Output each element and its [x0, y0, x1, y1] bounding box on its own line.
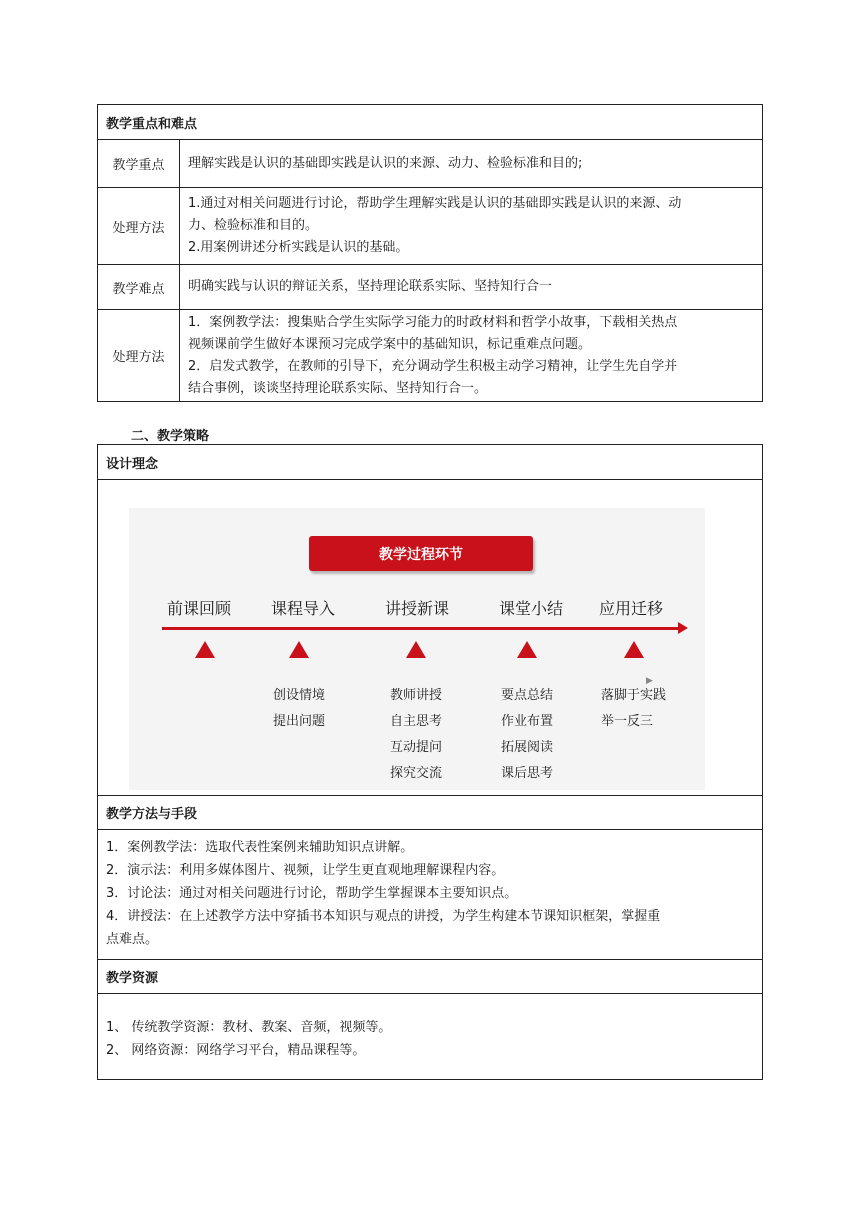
teaching-process-diagram: [129, 508, 705, 790]
stage-label: 课程导入: [271, 599, 336, 618]
table-row: [98, 264, 762, 309]
method-line: 1．案例教学法：选取代表性案例来辅助知识点讲解。: [106, 840, 414, 855]
timeline-arrow-head-icon: [678, 622, 688, 634]
row-text-line: 1.通过对相关问题进行讨论，帮助学生理解实践是认识的基础即实践是认识的来源、动: [188, 196, 682, 211]
row-text-line: 明确实践与认识的辩证关系，坚持理论联系实际、坚持知行合一: [188, 279, 553, 294]
stage-label: 应用迁移: [599, 599, 664, 618]
stage-item: 作业布置: [501, 714, 554, 729]
row-text-line: 2．启发式教学，在教师的引导下，充分调动学生积极主动学习精神，让学生先自学并: [188, 358, 678, 374]
row-text-line: 视频课前学生做好本课预习完成学案中的基础知识，标记重难点问题。: [188, 336, 592, 352]
stage-item: 拓展阅读: [501, 740, 554, 755]
stage-item: 教师讲授: [390, 688, 443, 703]
stage-label: 课堂小结: [499, 599, 564, 618]
stage-item: 自主思考: [390, 714, 443, 729]
triangle-marker-icon: [289, 641, 309, 658]
resource-line: 1、 传统教学资源：教材、教案、音频，视频等。: [106, 1020, 392, 1035]
resource-line: 2、 网络资源：网络学习平台，精品课程等。: [106, 1043, 366, 1058]
method-line: 2．演示法：利用多媒体图片、视频，让学生更直观地理解课程内容。: [106, 863, 505, 878]
stage-items: [501, 683, 553, 787]
row-content: [180, 140, 762, 187]
stage-item: 落脚于实践: [601, 688, 667, 703]
table-header-title: 教学重点和难点: [106, 116, 198, 132]
stage-items: [273, 683, 325, 735]
triangle-marker-icon: [195, 641, 215, 658]
stage-item: 互动提问: [390, 740, 443, 755]
stage-label: 前课回顾: [167, 599, 232, 618]
methods-list: [98, 830, 668, 959]
key-points-table: [97, 104, 763, 402]
section-heading: 二、教学策略: [131, 429, 210, 444]
mouse-cursor-icon: ▶: [646, 676, 653, 686]
resources-header: 教学资源: [106, 971, 159, 986]
row-label: 教学难点: [98, 265, 180, 309]
stage-label: 讲授新课: [385, 599, 450, 618]
triangle-marker-icon: [406, 641, 426, 658]
stage-item: 提出问题: [273, 714, 326, 729]
table-header-row: [98, 959, 762, 993]
design-concept-header: 设计理念: [106, 456, 159, 472]
stage-items: [601, 683, 666, 735]
table-header-row: [98, 795, 762, 829]
table-row: [98, 187, 762, 264]
table-row: [98, 309, 762, 401]
design-diagram-row: [98, 479, 762, 795]
resources-list: [98, 994, 399, 1079]
row-label: 处理方法: [98, 310, 180, 401]
timeline-arrow-line: [162, 627, 680, 630]
table-row: [98, 139, 762, 187]
row-content: [180, 265, 762, 309]
row-label: 处理方法: [98, 188, 180, 264]
row-text-line: 结合事例，谈谈坚持理论联系实际、坚持知行合一。: [188, 380, 488, 396]
stage-item: 要点总结: [501, 688, 554, 703]
method-line: 3．讨论法：通过对相关问题进行讨论，帮助学生掌握课本主要知识点。: [106, 886, 518, 901]
process-banner: 教学过程环节: [309, 536, 533, 571]
triangle-marker-icon: [517, 641, 537, 658]
stage-item: 探究交流: [390, 766, 443, 781]
stage-items: [390, 683, 442, 787]
strategy-table: [97, 444, 763, 1080]
resources-row: [98, 993, 762, 1079]
row-content: [180, 310, 762, 401]
methods-row: [98, 829, 762, 959]
row-text-line: 力、检验标准和目的。: [188, 218, 319, 233]
row-content: [180, 188, 762, 264]
method-line: 点难点。: [106, 932, 159, 947]
method-line: 4．讲授法：在上述教学方法中穿插书本知识与观点的讲授，为学生构建本节课知识框架，掌握重: [106, 909, 661, 924]
methods-header: 教学方法与手段: [106, 807, 198, 822]
row-text-line: 理解实践是认识的基础即实践是认识的来源、动力、检验标准和目的;: [188, 155, 583, 171]
row-text-line: 1．案例教学法：搜集贴合学生实际学习能力的时政材料和哲学小故事，下载相关热点: [188, 314, 678, 330]
stage-item: 创设情境: [273, 688, 326, 703]
triangle-marker-icon: [624, 641, 644, 658]
table-header-row: [98, 445, 762, 479]
stage-item: 举一反三: [601, 714, 654, 729]
row-label: 教学重点: [98, 140, 180, 187]
table-header-row: [98, 105, 762, 139]
stage-item: 课后思考: [501, 766, 554, 781]
row-text-line: 2.用案例讲述分析实践是认识的基础。: [188, 240, 409, 255]
